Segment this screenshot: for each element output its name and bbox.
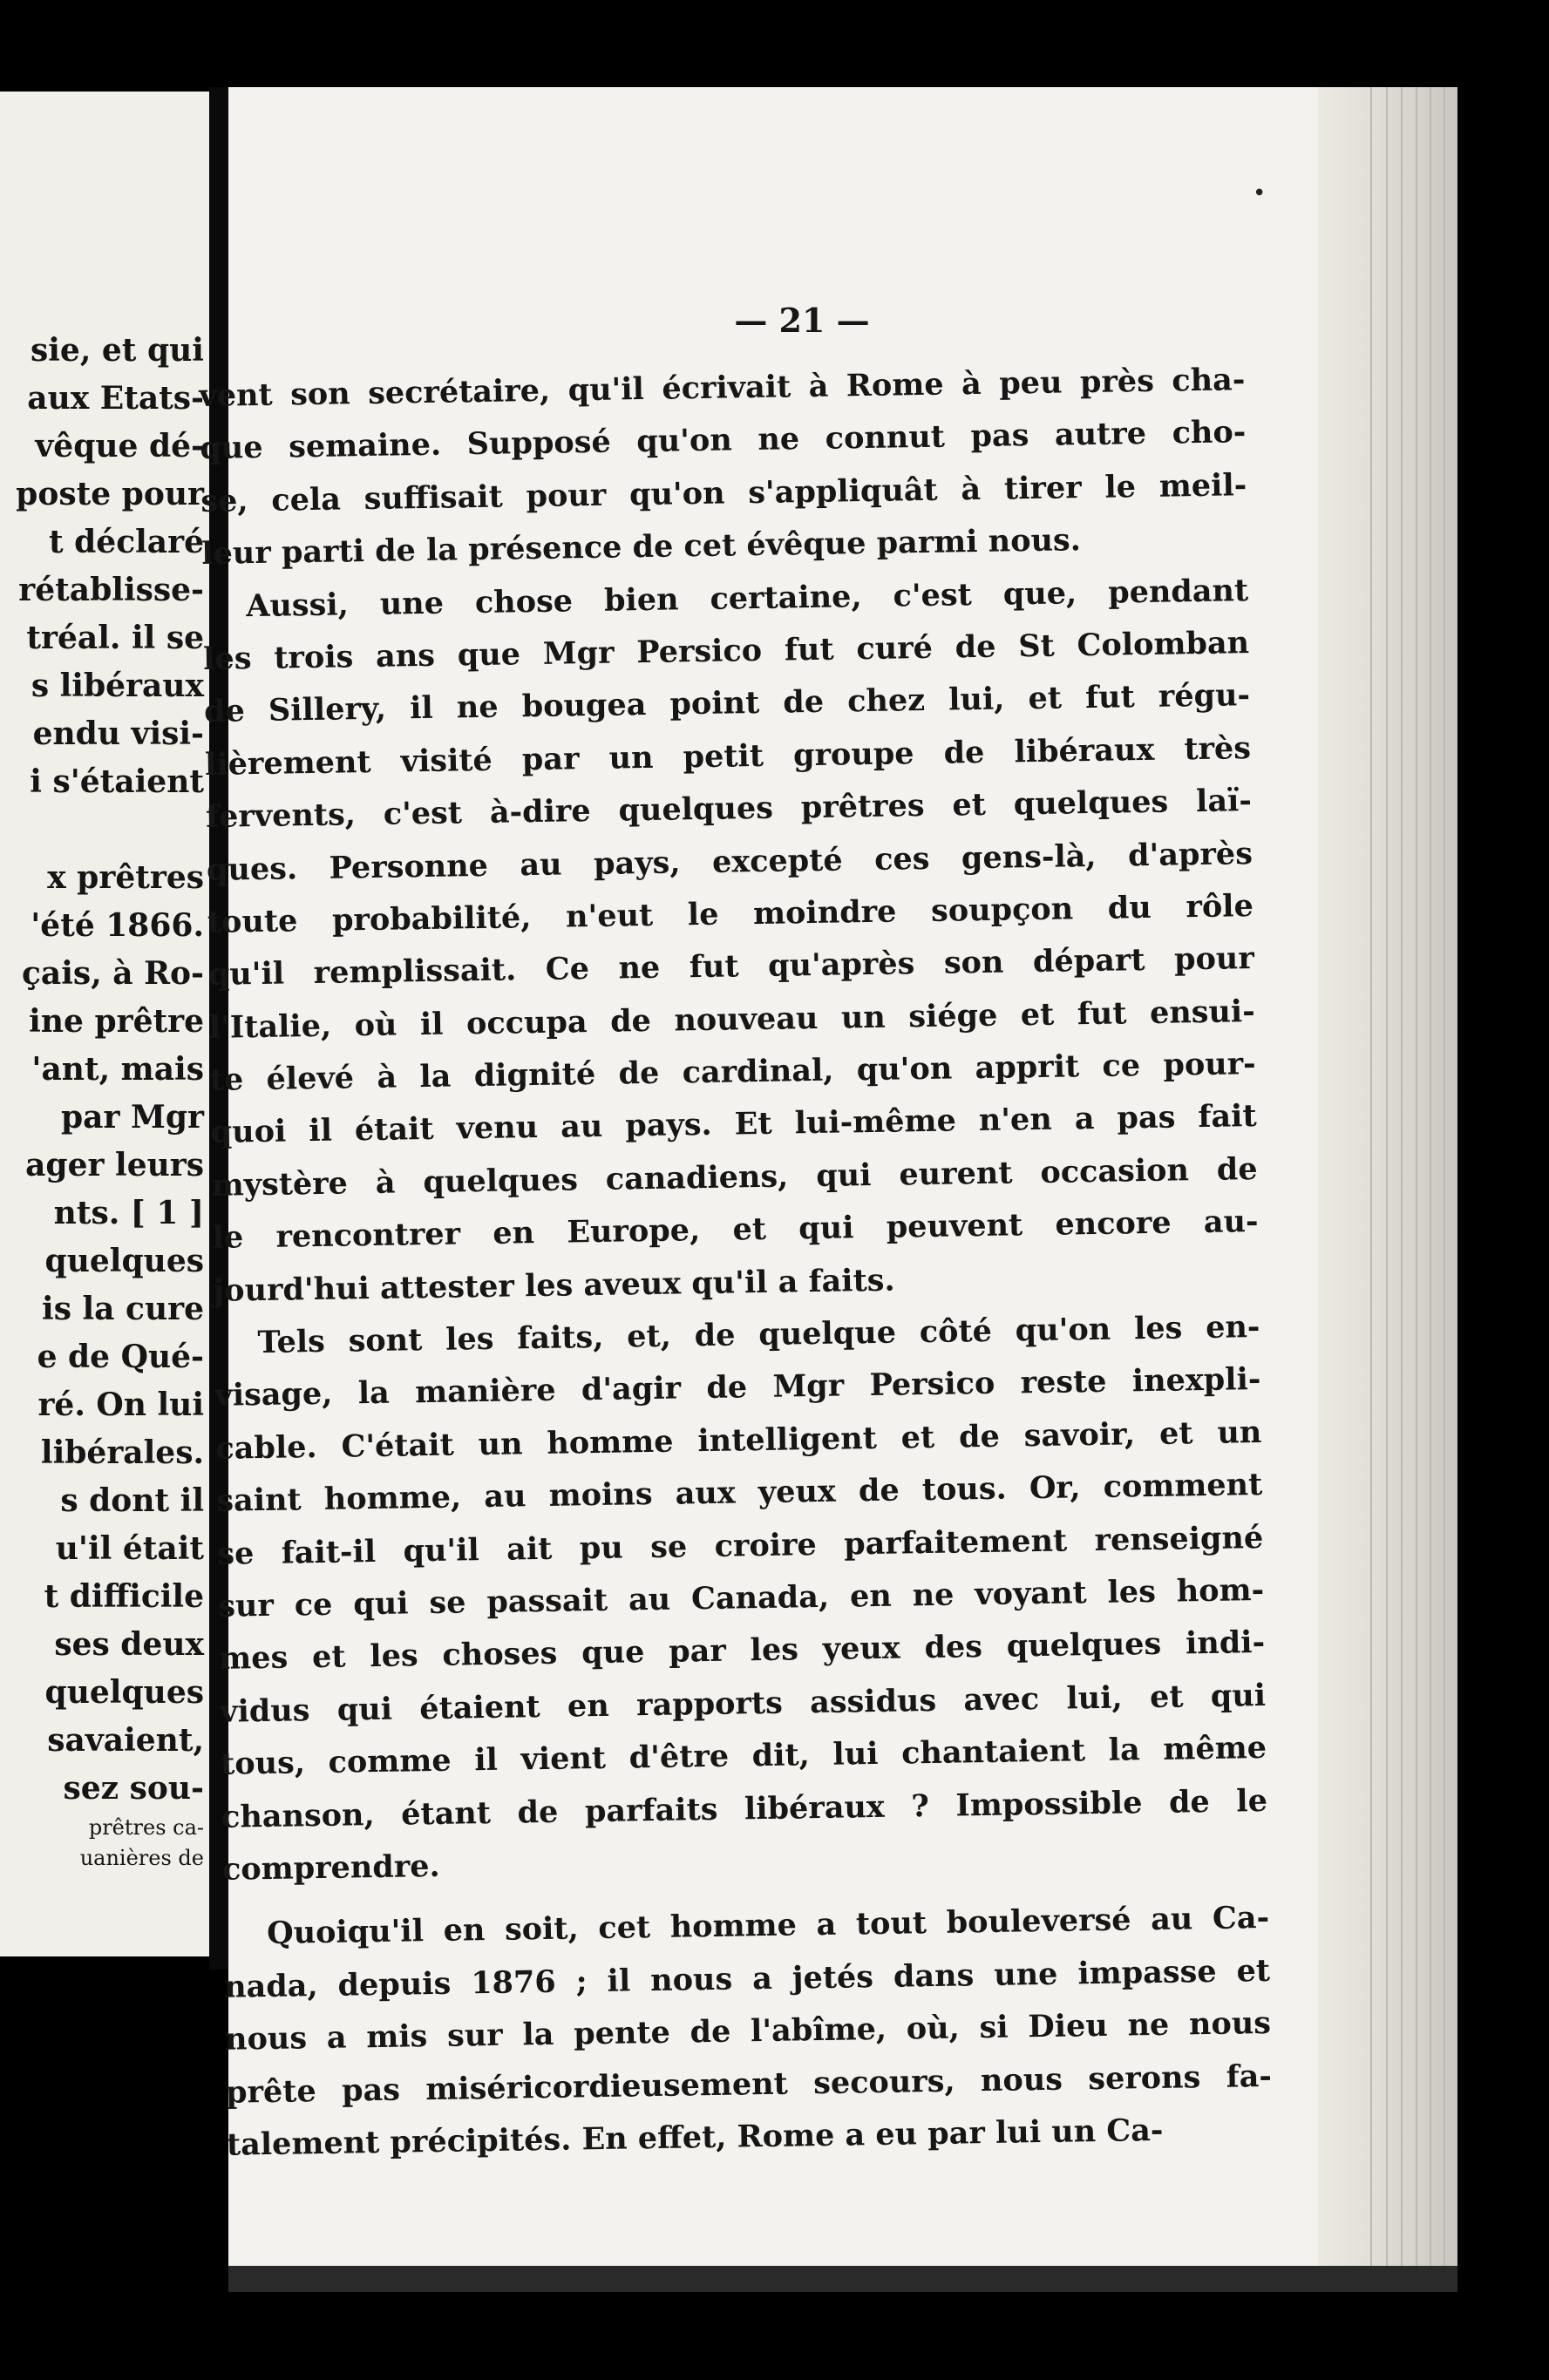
- text-line: jourd'hui attester les aveux qu'il a faits.: [213, 1262, 895, 1309]
- previous-page-edge: [0, 92, 209, 1956]
- text-line: ques. Personne au pays, excepté ces gens-là, d'après: [206, 835, 1253, 888]
- previous-page-line: u'il était: [55, 1530, 204, 1567]
- page-number: — 21 —: [734, 301, 870, 340]
- text-line: saint homme, au moins aux yeux de tous. Or, comment: [216, 1467, 1263, 1520]
- previous-page-line: t difficile: [44, 1578, 204, 1615]
- previous-page-line: quelques: [44, 1243, 204, 1279]
- text-line: visage, la manière d'agir de Mgr Persico reste inexpli-: [214, 1361, 1261, 1414]
- previous-page-line: 'été 1866.: [31, 907, 204, 944]
- previous-page-line: tréal. il se: [26, 620, 204, 656]
- text-line: quoi il était venu au pays. Et lui-même n'en a pas fait: [210, 1098, 1257, 1151]
- previous-page-line: endu visi-: [32, 715, 204, 752]
- text-line: nous a mis sur la pente de l'abîme, où, si Dieu ne nous: [224, 2005, 1272, 2058]
- previous-page-line: nts. [ 1 ]: [53, 1195, 204, 1231]
- text-line: de Sillery, il ne bougea point de chez lui, et fut régu-: [203, 677, 1251, 730]
- previous-page-line: s libéraux: [31, 668, 204, 704]
- previous-page-line: i s'étaient: [30, 763, 204, 800]
- previous-page-line: ses deux: [54, 1626, 204, 1663]
- previous-page-footnote-line: prêtres ca-: [88, 1815, 204, 1840]
- previous-page-line: çais, à Ro-: [22, 955, 204, 992]
- page-stack-edge: [1318, 87, 1457, 2283]
- text-line: cable. C'était un homme intelligent et de savoir, et un: [215, 1414, 1262, 1467]
- paragraph: [202, 565, 1260, 1318]
- text-line: Quoiqu'il en soit, cet homme a tout bouleversé au Ca-: [266, 1900, 1270, 1952]
- text-line: vent son secrétaire, qu'il écrivait à Rome à peu près cha-: [199, 362, 1246, 414]
- text-line: mystère à quelques canadiens, qui eurent occasion de: [211, 1150, 1258, 1204]
- paragraph: [223, 1892, 1274, 2172]
- previous-page-line: vêque dé-: [35, 428, 204, 464]
- previous-page-line: [0, 806, 204, 854]
- previous-page-line: s dont il: [60, 1482, 204, 1519]
- previous-page-footnote-line: uanières de: [79, 1846, 204, 1870]
- text-line: leur parti de la présence de cet évêque parmi nous.: [200, 522, 1082, 573]
- text-line: mes et les choses que par les yeux des quelques indi-: [218, 1624, 1266, 1678]
- text-line: te élevé à la dignité de cardinal, qu'on apprit ce pour-: [209, 1046, 1256, 1098]
- previous-page-line: t déclaré: [48, 524, 204, 560]
- text-line: Aussi, une chose bien certaine, c'est que, pendant: [245, 572, 1249, 624]
- previous-page-line: 'ant, mais: [31, 1051, 204, 1088]
- previous-page-line: poste pour: [16, 476, 204, 512]
- previous-page-line: is la cure: [42, 1291, 204, 1327]
- previous-page-line: ager leurs: [25, 1147, 204, 1183]
- previous-page-line: sez sou-: [63, 1770, 204, 1807]
- text-line: tous, comme il vient d'être dit, lui chantaient la même: [220, 1730, 1267, 1782]
- previous-page-line: rétablisse-: [18, 572, 204, 608]
- previous-page-line: ré. On lui: [37, 1387, 204, 1423]
- text-line: sur ce qui se passait au Canada, en ne voyant les hom-: [217, 1571, 1265, 1624]
- previous-page-line: libérales.: [40, 1434, 204, 1471]
- text-line: chanson, étant de parfaits libéraux ? Impossible de le: [221, 1782, 1268, 1835]
- text-line: les trois ans que Mgr Persico fut curé de St Colomban: [202, 625, 1250, 677]
- text-line: vidus qui étaient en rapports assidus avec lui, et qui: [219, 1677, 1267, 1730]
- page-bottom-shadow: [228, 2266, 1457, 2292]
- previous-page-line: aux Etats-: [27, 380, 204, 417]
- previous-page-line: ine prêtre: [29, 1003, 204, 1040]
- text-line: nada, depuis 1876 ; il nous a jetés dans une impasse et: [223, 1952, 1271, 2005]
- text-line: talement précipités. En effet, Rome a eu par lui un Ca-: [226, 2112, 1164, 2163]
- text-line: l'Italie, où il occupa de nouveau un siége et fut ensui-: [208, 993, 1256, 1046]
- previous-page-line: x prêtres: [47, 859, 204, 896]
- text-line: comprendre.: [221, 1848, 441, 1888]
- text-line: lièrement visité par un petit groupe de libéraux très: [204, 729, 1252, 783]
- text-line: se fait-il qu'il ait pu se croire parfaitement renseigné: [217, 1519, 1264, 1572]
- body-text: [199, 354, 1273, 2172]
- paragraph: [214, 1301, 1268, 1896]
- previous-page-line: par Mgr: [61, 1099, 204, 1136]
- text-line: qu'il remplissait. Ce ne fut qu'après son départ pour: [207, 940, 1255, 993]
- previous-page-line: quelques: [44, 1674, 204, 1711]
- text-line: fervents, c'est à-dire quelques prêtres et quelques laï-: [205, 783, 1253, 836]
- previous-page-line: savaient,: [47, 1722, 204, 1759]
- previous-page-line: e de Qué-: [37, 1339, 204, 1375]
- paragraph: [199, 354, 1248, 580]
- text-line: le rencontrer en Europe, et qui peuvent encore au-: [212, 1204, 1259, 1257]
- text-line: toute probabilité, n'eut le moindre soupçon du rôle: [207, 887, 1254, 940]
- text-line: Tels sont les faits, et, de quelque côté qu'on les en-: [257, 1309, 1260, 1361]
- text-line: prête pas miséricordieusement secours, nous serons fa-: [225, 2058, 1273, 2111]
- ink-mark: •: [1253, 180, 1267, 207]
- text-line: se, cela suffisait pour qu'on s'appliquât à tirer le meil-: [200, 466, 1247, 519]
- previous-page-text: [0, 327, 204, 1874]
- text-line: que semaine. Supposé qu'on ne connut pas autre cho-: [200, 414, 1247, 467]
- previous-page-line: sie, et qui: [30, 332, 204, 369]
